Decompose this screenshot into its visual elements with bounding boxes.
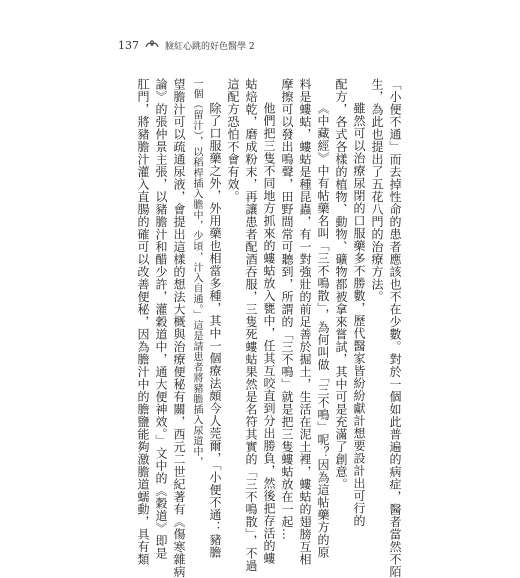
text-column: 蛄焙乾，磨成粉末，再讓患者配酒吞服，三隻死螻蛄果然是名符其實的「三不鳴散」，不過 <box>244 78 258 572</box>
text-column: 生，為此也提出了五花八門的治療方法。 <box>370 78 384 303</box>
text-column: 肛門，將豬膽汁灌入直腸的確可以改善便秘，因為膽汁中的膽鹽能夠激膽道蠕動，具有類 <box>136 78 150 566</box>
text-column: 望膽汁可以疏通尿液，會提出這樣的想法大概與治療便秘有關，西元二世紀著有《傷寒雜病 <box>172 78 186 578</box>
text-column: 雖然可以治療尿閉的口服藥多不勝數，歷代醫家皆紛紛獻計想要設計出可行的 <box>352 102 366 527</box>
text-column: 這配方恐怕不會有效。 <box>226 78 240 203</box>
moustache-ornament-icon <box>145 38 159 52</box>
book-title: 臉紅心跳的好色醫學 2 <box>165 41 255 52</box>
text-column: 「小便不通」而去掉性命的患者應該也不在少數。對於一個如此普遍的病症，醫者當然不陌 <box>388 78 402 578</box>
text-column: 一個（留汁），以稻桿插入膽中，少頃，汁入自通。」這是請患者將豬膽插入尿道中， <box>191 78 202 467</box>
text-column: 除了口服藥之外，外用藥也相當多種，其中一個療法頗今人莞爾，「小便不通：豬膽 <box>208 102 222 559</box>
text-column: 摩擦可以發出鳴聲，田野間常可聽到，所謂的「三不鳴」就是把三隻螻蛄放在一起… <box>280 78 294 541</box>
vertical-text-body <box>135 78 402 578</box>
text-column: 論》的張仲景主張，以豬膽汁和醋少許，灌穀道中，通大便神效。」文中的《穀道》即是 <box>154 78 168 560</box>
text-column: 他們把三隻不同地方抓來的螻蛄放入甕中，任其互咬直到分出勝負，然後把存活的螻 <box>262 102 276 565</box>
text-column: 配方，各式各樣的植物、動物、礦物都被拿來嘗試，其中可是充滿了創意。 <box>334 78 348 491</box>
page-number: 137 <box>118 38 139 52</box>
text-column: 料是螻蛄，螻蛄是種昆蟲，有一對強壯的前足善於掘土，生活在泥土裡，螻蛄的翅膀互相 <box>298 78 312 566</box>
text-column: 《中藏經》中有帖藥名叫「三不鳴散」，為何叫做「三不鳴」呢？因為這帖藥方的原 <box>316 102 330 559</box>
page-header <box>118 38 255 52</box>
